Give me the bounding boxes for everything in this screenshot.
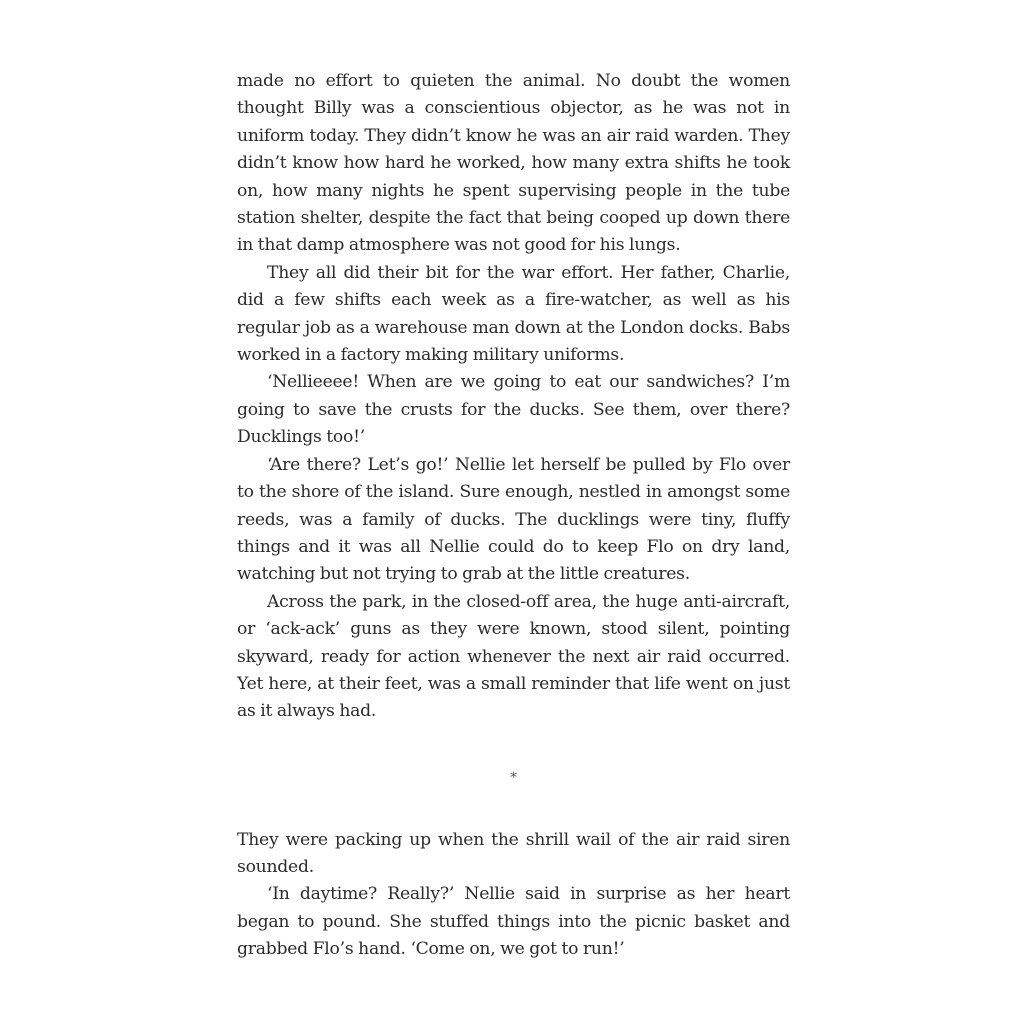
paragraph: They were packing up when the shrill wail of the air raid siren sounded. — [237, 829, 790, 877]
paragraph: ‘Nellieeee! When are we going to eat our sandwiches? I’m going to save the crusts for the ducks. See them, over there? Ducklings too!’ — [237, 372, 790, 448]
section-2 — [237, 827, 790, 964]
section-1 — [237, 68, 790, 726]
paragraph: ‘Are there? Let’s go!’ Nellie let herself be pulled by Flo over to the shore of the island. Sure enough, nestled in amongst some reeds, was a family of ducks. The ducklings were tiny, fluffy things and it was all Nellie could do to keep Flo on dry land, watching but not trying to grab at the little creatures. — [237, 454, 790, 585]
asterisk-icon: * — [510, 770, 517, 787]
scene-break — [237, 753, 790, 798]
paragraph: ‘In daytime? Really?’ Nellie said in surprise as her heart began to pound. She stuffed things into the picnic basket and grabbed Flo’s hand. ‘Come on, we got to run!’ — [237, 884, 790, 960]
paragraph: They all did their bit for the war effort. Her father, Charlie, did a few shifts each week as a fire-watcher, as well as his regular job as a warehouse man down at the London docks. Babs worked in a factory making military uniforms. — [237, 262, 790, 366]
book-page — [237, 68, 790, 964]
paragraph: made no effort to quieten the animal. No doubt the women thought Billy was a conscientious objector, as he was not in uniform today. They didn’t know he was an air raid warden. They didn’t know how hard he worked, how many extra shifts he took on, how many nights he spent supervising people in the tube station shelter, despite the fact that being cooped up down there in that damp atmosphere was not good for his lungs. — [237, 71, 790, 256]
paragraph: Across the park, in the closed-off area, the huge anti-aircraft, or ‘ack-ack’ guns as they were known, stood silent, pointing skyward, ready for action whenever the next air raid occurred. Yet here, at their feet, was a small reminder that life went on just as it always had. — [237, 591, 790, 722]
